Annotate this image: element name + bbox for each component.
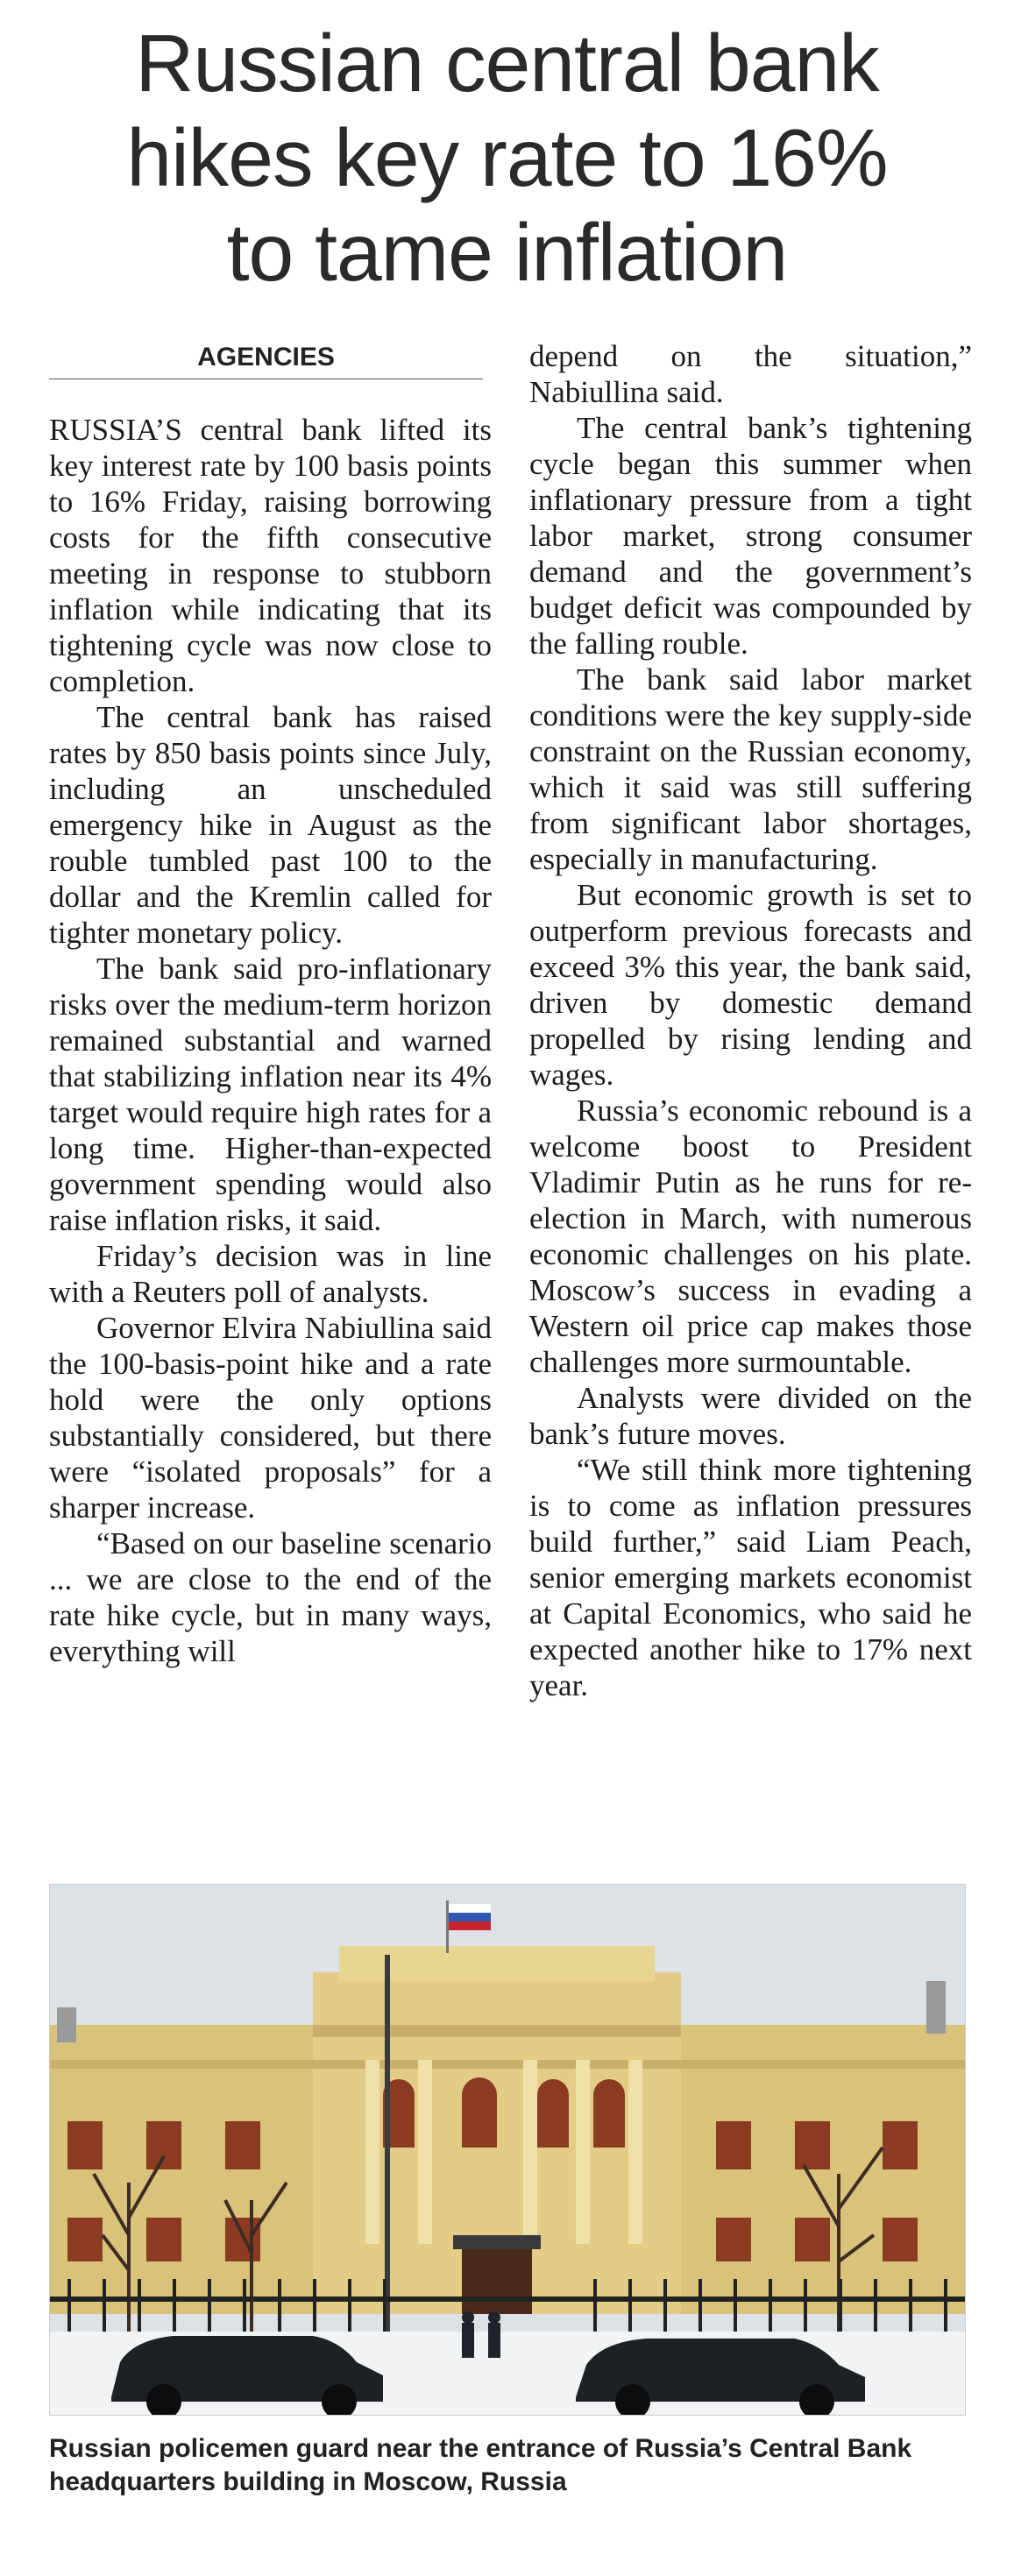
paragraph: But economic growth is set to outperform previous forecasts and exceed 3% this year, the bank said, driven by domestic demand propelled by rising lending and wages. xyxy=(529,878,972,1092)
fence-rail xyxy=(50,2296,965,2302)
caption-line-1: Russian policemen guard near the entrance of Russia’s Central Bank xyxy=(49,2434,912,2463)
article-column-2 xyxy=(529,338,972,1703)
headline-line-1: Russian central bank xyxy=(135,18,879,109)
central-bank-photo xyxy=(49,1884,966,2416)
paragraph: Friday’s decision was in line with a Reuters poll of analysts. xyxy=(49,1239,492,1309)
central-bank-building-illustration xyxy=(50,1885,965,2415)
paragraph: Governor Elvira Nabiullina said the 100-basis-point hike and a rate hold were the only options substantially considered, but there were “isolated proposals” for a sharper increase. xyxy=(49,1311,492,1525)
paragraph: The central bank has raised rates by 850 basis points since July, including an unscheduled emergency hike in August as the rouble tumbled past 100 to the dollar and the Kremlin called for tighter monetary policy. xyxy=(49,700,492,950)
entrance-canopy xyxy=(453,2235,541,2249)
paragraph: Analysts were divided on the bank’s future moves. xyxy=(529,1381,972,1451)
headline-line-3: to tame inflation xyxy=(226,207,788,298)
paragraph: “Based on our baseline scenario ... we are close to the end of the rate hike cycle, but in many ways, everything will xyxy=(49,1526,492,1668)
cornice-wings xyxy=(50,2060,965,2069)
photo-caption xyxy=(49,2432,964,2499)
paragraph: The central bank’s tightening cycle began this summer when inflationary pressure from a tight labor market, strong consumer demand and the government’s budget deficit was compounded by the falling rouble. xyxy=(529,411,972,661)
headline xyxy=(35,16,979,300)
cornice xyxy=(313,2025,681,2037)
byline: AGENCIES xyxy=(197,343,335,372)
paragraph: RUSSIA’S central bank lifted its key interest rate by 100 basis points to 16% Friday, raising borrowing costs for the fifth consecutive meeting in response to stubborn inflation while indicating that its tightening cycle was now close to completion. xyxy=(49,413,492,698)
paragraph: The bank said pro-inflationary risks over the medium-term horizon remained substantial and warned that stabilizing inflation near its 4% target would require high rates for a long time. Higher-than-expected government spending would also raise inflation risks, it said. xyxy=(49,952,492,1237)
headline-line-2: hikes key rate to 16% xyxy=(126,112,888,203)
chimney-right xyxy=(926,1981,946,2034)
paragraph: Russia’s economic rebound is a welcome boost to President Vladimir Putin as he runs for re-election in March, with numerous economic challenges on his plate. Moscow’s success in evading a Western oil price cap makes those challenges more surmountable. xyxy=(529,1093,972,1379)
paragraph: “We still think more tightening is to come as inflation pressures build further,” said Liam Peach, senior emerging markets economist at Capital Economics, who said he expected another hike to 17% next year. xyxy=(529,1453,972,1702)
caption-line-2: headquarters building in Moscow, Russia xyxy=(49,2467,567,2496)
paragraph: The bank said labor market conditions were the key supply-side constraint on the Russian economy, which it said was still suffering from significant labor shortages, especially in manufacturing. xyxy=(529,662,972,876)
chimney-left xyxy=(57,2007,76,2042)
entrance-door xyxy=(462,2249,532,2314)
article-column-1 xyxy=(49,412,492,1669)
paragraph: depend on the situation,” Nabiullina said. xyxy=(529,339,972,409)
